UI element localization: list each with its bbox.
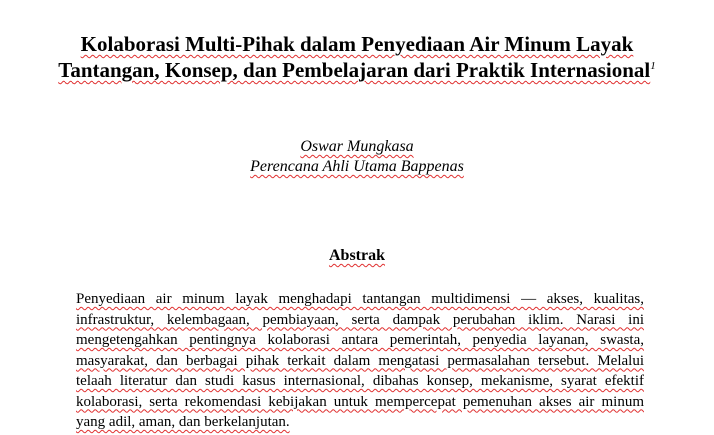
title-line-2: Tantangan, Konsep, dan Pembelajaran dari Praktik Internasional: [58, 58, 651, 82]
title-line-2-wrapper: [0, 57, 714, 83]
abstract-text: Penyediaan air minum layak menghadapi tantangan multidimensi — akses, kualitas, infrastruktur, kelembagaan, pembiayaan, serta dampak perubahan iklim. Narasi ini mengetengahkan pentingnya kolaborasi antara pemerintah, penyedia layanan, swasta, masyarakat, dan berbagai pihak terkait dalam mengatasi permasalahan tersebut. Melalui telaah literatur dan studi kasus internasional, dibahas konsep, mekanisme, syarat efektif kolaborasi, serta rekomendasi kebijakan untuk mempercepat pemenuhan akses air minum yang adil, aman, dan berkelanjutan.: [76, 291, 644, 430]
title-line-1: Kolaborasi Multi-Pihak dalam Penyediaan Air Minum Layak: [80, 32, 634, 56]
author-affiliation: Perencana Ahli Utama Bappenas: [250, 158, 464, 175]
paper-title: [0, 31, 714, 83]
abstract-body: [76, 289, 644, 433]
abstract-heading: [0, 247, 714, 265]
author-block: [0, 137, 714, 177]
author-name: Oswar Mungkasa: [300, 138, 414, 155]
abstract-heading-text: Abstrak: [328, 247, 385, 264]
title-footnote-mark[interactable]: 1: [650, 60, 656, 72]
